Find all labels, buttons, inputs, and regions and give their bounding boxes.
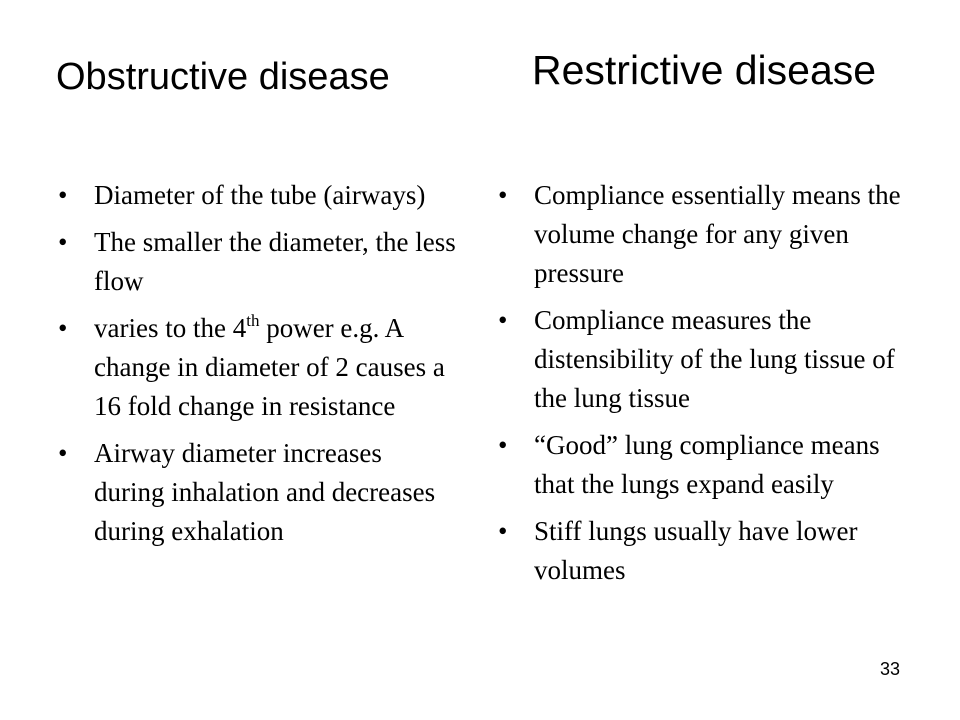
superscript-th: th: [246, 311, 260, 330]
bullet-text: The smaller the diameter, the less flow: [94, 227, 456, 296]
bullet-text: Diameter of the tube (airways): [94, 180, 426, 210]
bullet-icon: •: [58, 180, 68, 210]
list-item: [58, 176, 458, 215]
bullet-icon: •: [58, 227, 68, 257]
list-item: [498, 176, 908, 293]
page-number: 33: [879, 659, 900, 679]
restrictive-bullet-list: [498, 176, 908, 598]
bullet-text: Airway diameter increases during inhalation and decreases during exhalation: [94, 438, 436, 546]
bullet-text: Compliance essentially means the volume change for any given pressure: [534, 180, 901, 288]
list-item: [58, 434, 458, 551]
bullet-icon: •: [58, 313, 68, 343]
obstructive-bullet-list: [58, 176, 458, 559]
bullet-text-start: varies to the 4: [94, 313, 247, 343]
bullet-text-end: power e.g. A change in diameter of 2 causes a 16 fold change in resistance: [94, 313, 445, 421]
list-item: [498, 512, 908, 590]
list-item: [58, 223, 458, 301]
bullet-icon: •: [498, 516, 508, 546]
restrictive-disease-title: Restrictive disease: [532, 47, 877, 93]
bullet-text: Stiff lungs usually have lower volumes: [534, 516, 858, 585]
bullet-icon: •: [498, 430, 508, 460]
bullet-text: “Good” lung compliance means that the lungs expand easily: [534, 430, 880, 499]
list-item: [58, 309, 458, 426]
bullet-text: [94, 313, 445, 421]
obstructive-disease-title: Obstructive disease: [56, 56, 390, 98]
list-item: [498, 426, 908, 504]
bullet-icon: •: [58, 438, 68, 468]
bullet-icon: •: [498, 180, 508, 210]
bullet-icon: •: [498, 305, 508, 335]
bullet-text: Compliance measures the distensibility of the lung tissue of the lung tissue: [534, 305, 895, 413]
list-item: [498, 301, 908, 418]
